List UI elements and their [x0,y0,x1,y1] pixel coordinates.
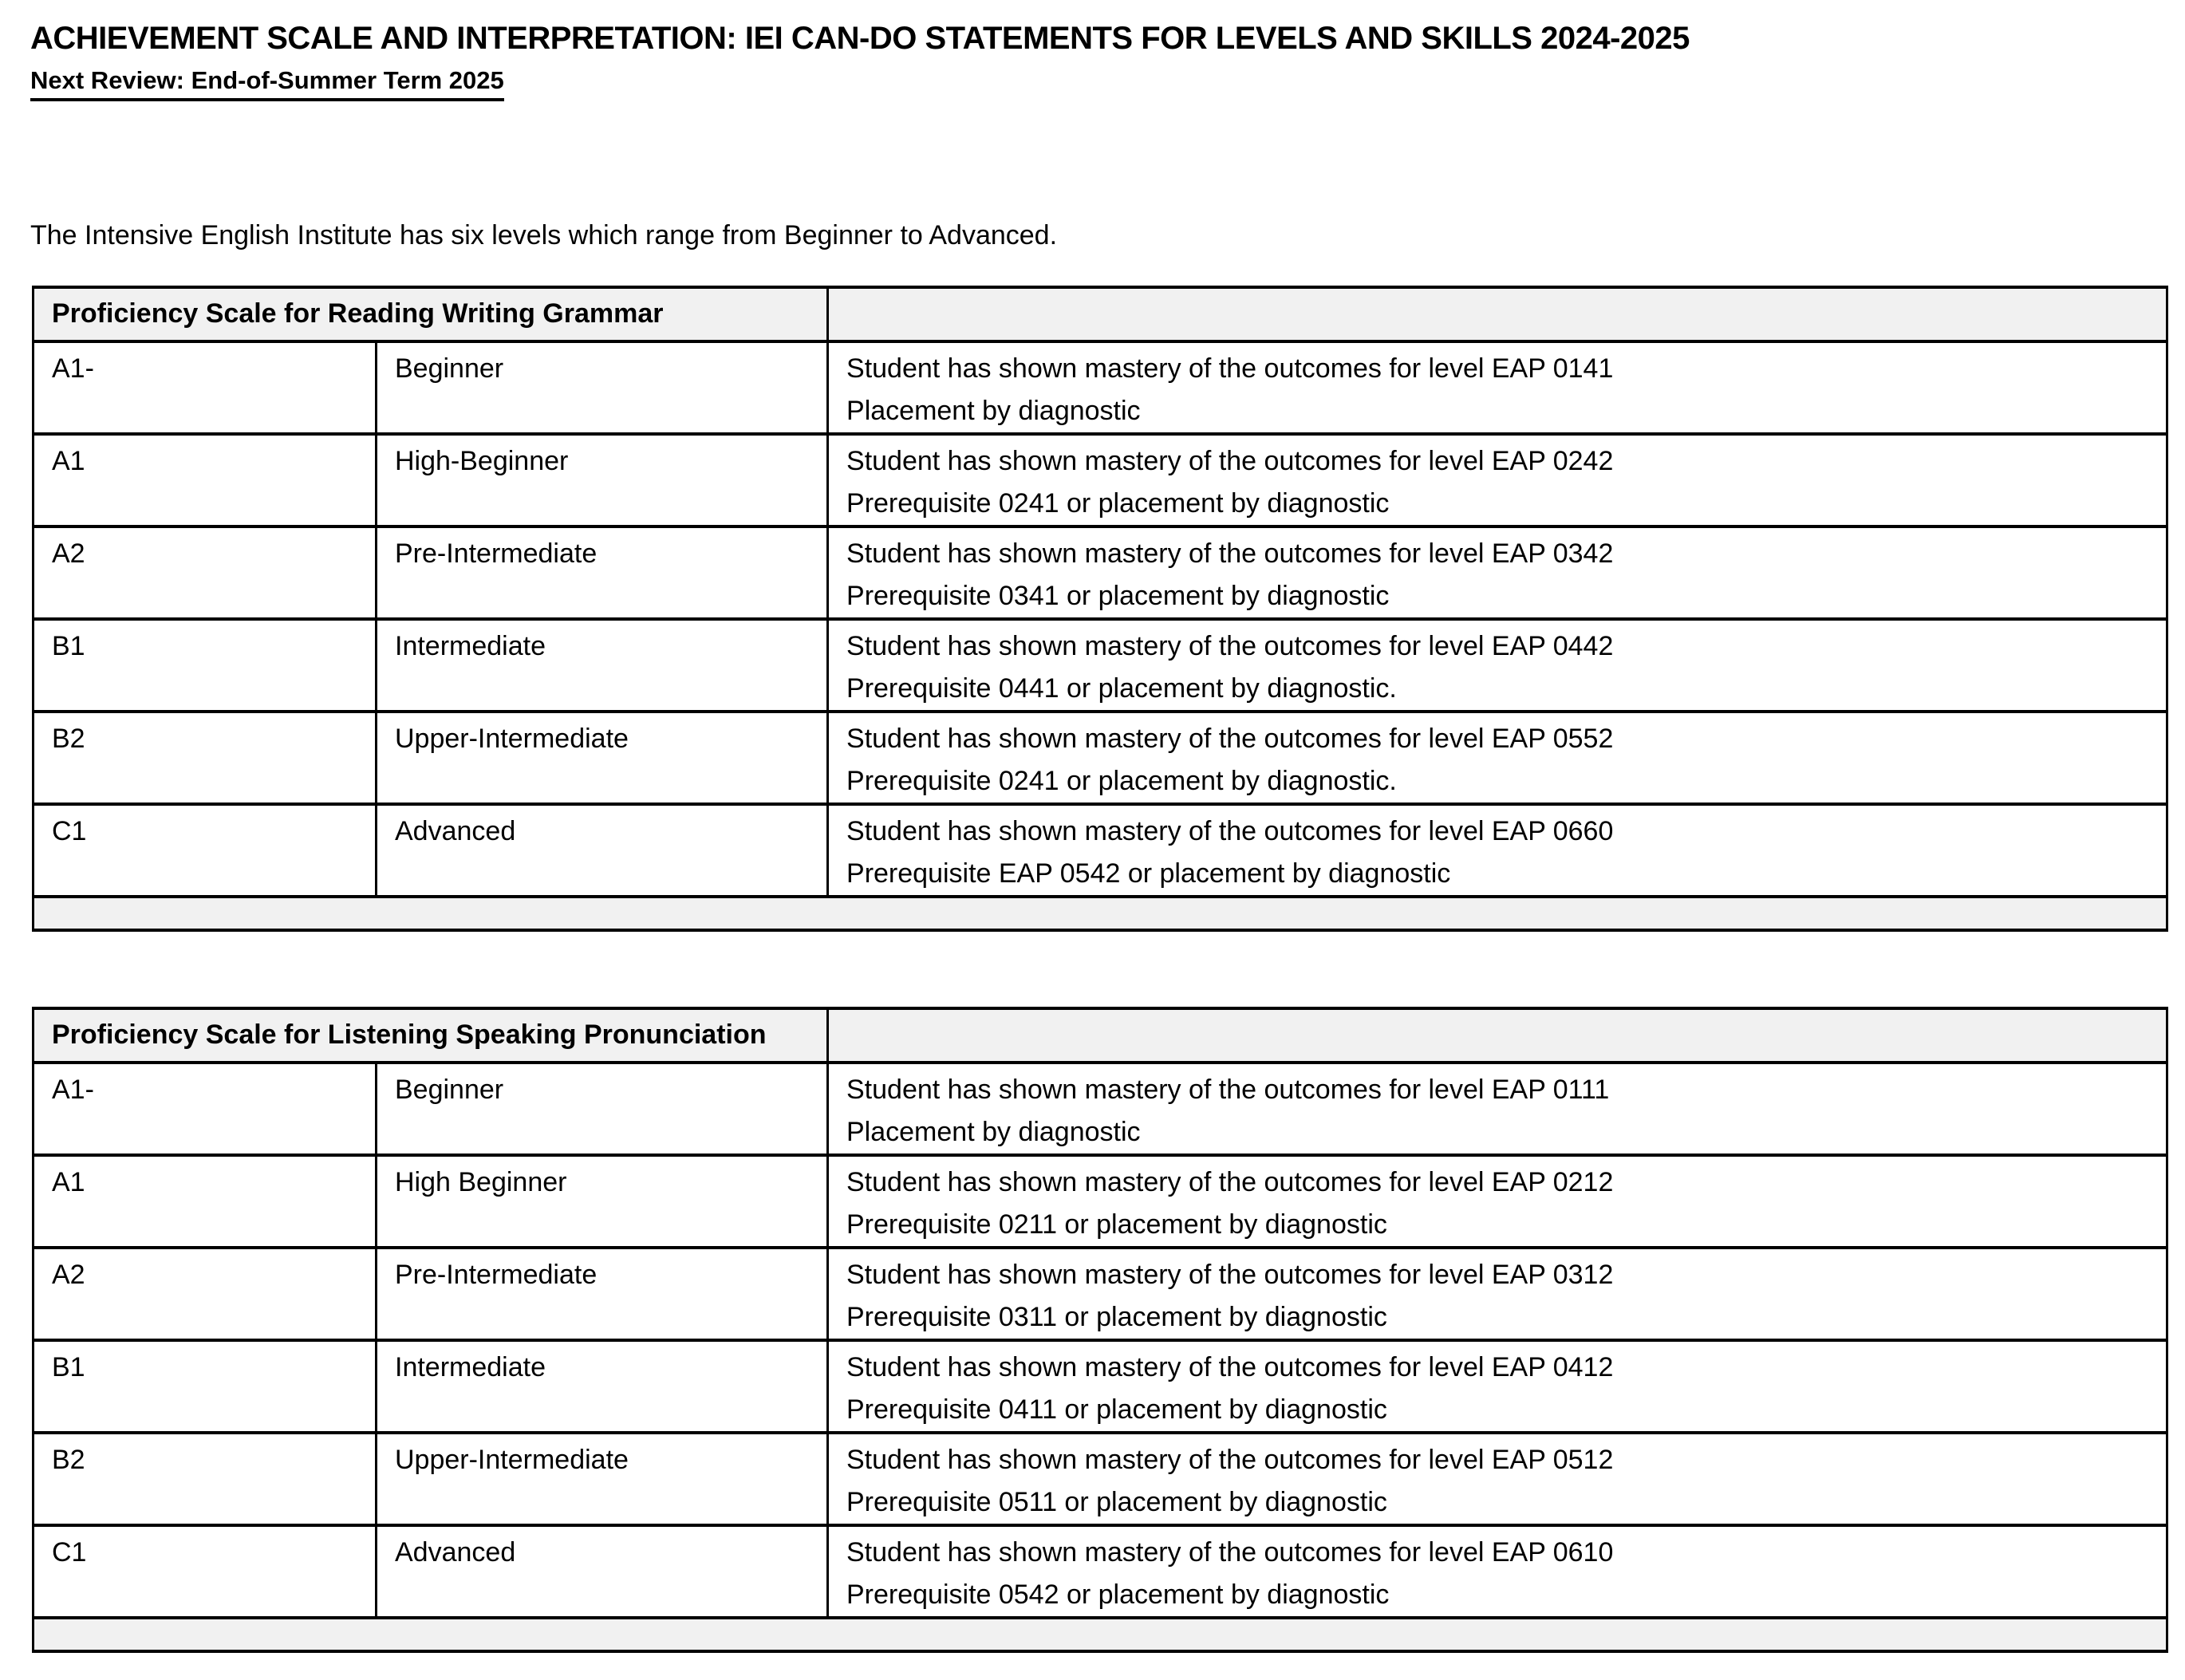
level-code-cell: B2 [34,1433,377,1525]
table-row [34,1155,2167,1248]
desc-line-2: Prerequisite 0311 or placement by diagnostic [846,1301,1387,1332]
table-row [34,1248,2167,1340]
table-row [34,526,2167,619]
page-subtitle [30,67,2153,101]
desc-line-2: Prerequisite 0241 or placement by diagnostic [846,487,1390,519]
desc-line-1: Student has shown mastery of the outcomes for level EAP 0111 [846,1074,1610,1105]
table-header-row [34,1008,2167,1063]
desc-line-1: Student has shown mastery of the outcomes for level EAP 0512 [846,1444,1614,1475]
table-title-cell: Proficiency Scale for Reading Writing Grammar [34,287,828,341]
desc-line-2: Placement by diagnostic [846,395,1141,426]
rwg-proficiency-table [32,286,2168,932]
table-row [34,1433,2167,1525]
level-code-cell: B1 [34,619,377,712]
level-code-cell: C1 [34,1525,377,1618]
level-desc-cell [828,1525,2167,1618]
level-name-cell: Pre-Intermediate [377,526,828,619]
level-code-cell: B1 [34,1340,377,1433]
level-name-cell: Advanced [377,804,828,897]
level-name-cell: Upper-Intermediate [377,712,828,804]
level-code-cell: A2 [34,526,377,619]
desc-line-1: Student has shown mastery of the outcomes for level EAP 0412 [846,1351,1614,1382]
level-code-cell: A2 [34,1248,377,1340]
desc-line-2: Placement by diagnostic [846,1116,1141,1147]
level-desc-cell [828,1063,2167,1155]
level-desc-cell [828,712,2167,804]
table-footer-strip [34,897,2167,930]
desc-line-1: Student has shown mastery of the outcomes for level EAP 0242 [846,445,1614,476]
desc-line-2: Prerequisite EAP 0542 or placement by diagnostic [846,858,1451,889]
level-name-cell: Beginner [377,1063,828,1155]
level-name-cell: Intermediate [377,619,828,712]
level-name-cell: High Beginner [377,1155,828,1248]
desc-line-1: Student has shown mastery of the outcomes for level EAP 0212 [846,1166,1614,1197]
table-footer-strip [34,1618,2167,1651]
table-row [34,1340,2167,1433]
level-code-cell: B2 [34,712,377,804]
desc-line-2: Prerequisite 0441 or placement by diagnostic. [846,672,1397,704]
table-row [34,804,2167,897]
level-name-cell: Beginner [377,341,828,434]
level-desc-cell [828,619,2167,712]
page-title: ACHIEVEMENT SCALE AND INTERPRETATION: IEI CAN-DO STATEMENTS FOR LEVELS AND SKILLS 2024-2025 [30,21,1690,56]
table-row [34,434,2167,526]
table-row [34,712,2167,804]
level-desc-cell [828,1340,2167,1433]
table-footer-row [34,897,2167,930]
level-code-cell: A1 [34,1155,377,1248]
level-code-cell: C1 [34,804,377,897]
level-name-cell: Upper-Intermediate [377,1433,828,1525]
level-desc-cell [828,434,2167,526]
table-row [34,1063,2167,1155]
level-code-cell: A1 [34,434,377,526]
level-desc-cell [828,526,2167,619]
desc-line-2: Prerequisite 0241 or placement by diagnostic. [846,765,1397,796]
desc-line-1: Student has shown mastery of the outcomes for level EAP 0141 [846,353,1614,384]
desc-line-1: Student has shown mastery of the outcomes for level EAP 0342 [846,538,1614,569]
desc-line-1: Student has shown mastery of the outcomes for level EAP 0312 [846,1259,1614,1290]
desc-line-2: Prerequisite 0511 or placement by diagnostic [846,1486,1387,1517]
table-title-empty-cell [828,287,2167,341]
level-desc-cell [828,1155,2167,1248]
desc-line-2: Prerequisite 0341 or placement by diagnostic [846,580,1390,611]
level-desc-cell [828,341,2167,434]
desc-line-1: Student has shown mastery of the outcomes for level EAP 0552 [846,723,1614,754]
table-row [34,1525,2167,1618]
table-header-row [34,287,2167,341]
table-row [34,341,2167,434]
level-desc-cell [828,804,2167,897]
level-name-cell: High-Beginner [377,434,828,526]
intro-text: The Intensive English Institute has six levels which range from Beginner to Advanced. [30,220,1058,251]
level-desc-cell [828,1433,2167,1525]
desc-line-2: Prerequisite 0542 or placement by diagnostic [846,1579,1390,1610]
desc-line-1: Student has shown mastery of the outcomes for level EAP 0442 [846,630,1614,661]
level-name-cell: Intermediate [377,1340,828,1433]
level-code-cell: A1- [34,341,377,434]
lsp-proficiency-table [32,1007,2168,1653]
page-subtitle-text: Next Review: End-of-Summer Term 2025 [30,67,504,101]
desc-line-1: Student has shown mastery of the outcomes for level EAP 0610 [846,1536,1614,1568]
level-code-cell: A1- [34,1063,377,1155]
desc-line-2: Prerequisite 0211 or placement by diagnostic [846,1209,1387,1240]
desc-line-2: Prerequisite 0411 or placement by diagnostic [846,1394,1387,1425]
table-row [34,619,2167,712]
table-footer-row [34,1618,2167,1651]
table-title-empty-cell [828,1008,2167,1063]
table-title-cell: Proficiency Scale for Listening Speaking Pronunciation [34,1008,828,1063]
level-name-cell: Advanced [377,1525,828,1618]
level-name-cell: Pre-Intermediate [377,1248,828,1340]
desc-line-1: Student has shown mastery of the outcomes for level EAP 0660 [846,815,1614,846]
level-desc-cell [828,1248,2167,1340]
